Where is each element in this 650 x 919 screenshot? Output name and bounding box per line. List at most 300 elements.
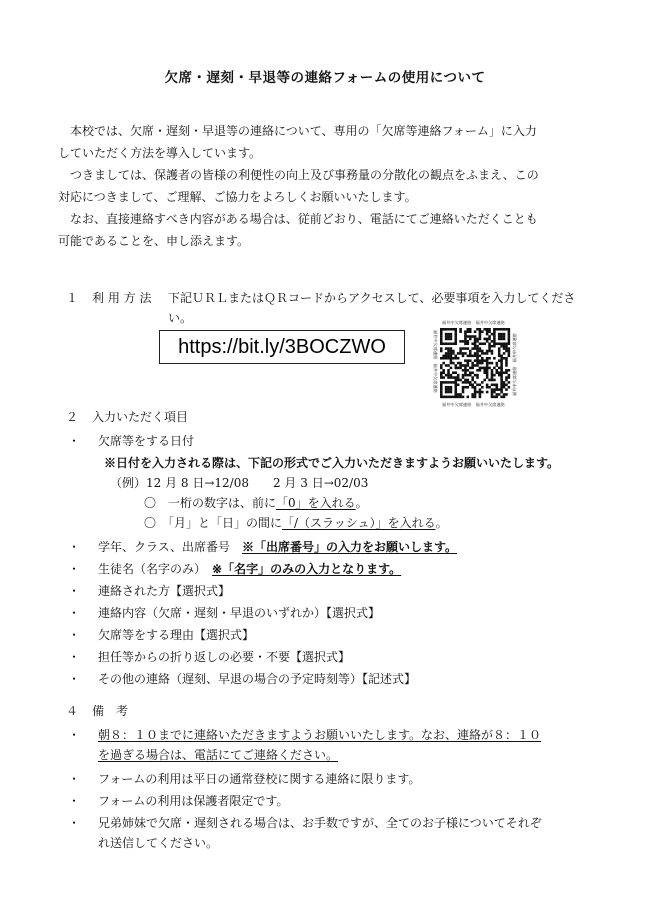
qr-module — [500, 364, 503, 367]
qr-module — [505, 364, 508, 367]
qr-module — [479, 369, 482, 372]
qr-module — [500, 333, 503, 336]
qr-module — [491, 393, 494, 396]
qr-module — [462, 364, 465, 367]
qr-module — [464, 347, 467, 350]
qr-module — [450, 333, 453, 336]
qr-module — [493, 379, 496, 382]
qr-module — [452, 328, 455, 331]
name-field: 生徒名（名字のみ） ※「名字」のみの入力となります。 — [98, 562, 402, 576]
qr-module — [462, 340, 465, 343]
qr-module — [454, 330, 457, 333]
qr-module — [452, 350, 455, 353]
qr-module — [474, 391, 477, 394]
qr-module — [440, 333, 443, 336]
bullet-mark: ・ — [68, 772, 81, 786]
qr-module — [457, 357, 460, 360]
qr-module — [498, 338, 501, 341]
qr-module — [450, 342, 453, 345]
qr-module — [503, 338, 506, 341]
qr-module — [498, 342, 501, 345]
qr-module — [447, 352, 450, 355]
qr-module — [445, 352, 448, 355]
qr-module — [483, 367, 486, 370]
form-url-link[interactable]: https://bit.ly/3BOCZWO — [159, 330, 405, 364]
qr-module — [474, 364, 477, 367]
qr-module — [488, 350, 491, 353]
qr-module — [486, 362, 489, 365]
qr-module — [447, 396, 450, 399]
qr-module — [479, 338, 482, 341]
qr-module — [471, 386, 474, 389]
qr-module — [457, 393, 460, 396]
qr-module — [469, 359, 472, 362]
qr-module — [471, 371, 474, 374]
qr-module — [454, 333, 457, 336]
qr-module — [447, 391, 450, 394]
qr-module — [469, 371, 472, 374]
qr-module — [445, 333, 448, 336]
qr-module — [476, 364, 479, 367]
qr-module — [476, 338, 479, 341]
qr-module — [505, 369, 508, 372]
qr-module — [508, 347, 511, 350]
qr-module — [493, 396, 496, 399]
qr-module — [488, 338, 491, 341]
bullet-mark: ・ — [68, 672, 81, 686]
qr-module — [467, 355, 470, 358]
remark-line: を過ぎる場合は、電話にてご連絡ください。 — [98, 748, 339, 762]
qr-module — [454, 342, 457, 345]
intro-line: 可能であることを、申し添えます。 — [58, 234, 250, 248]
intro-line: 対応につきまして、ご理解、ご協力をよろしくお願いいたします。 — [58, 190, 417, 204]
qr-module — [445, 386, 448, 389]
qr-module — [450, 386, 453, 389]
qr-module — [450, 347, 453, 350]
qr-module — [500, 359, 503, 362]
qr-module — [500, 369, 503, 372]
qr-module — [500, 345, 503, 348]
qr-module — [491, 391, 494, 394]
qr-module — [459, 367, 462, 370]
qr-module — [505, 350, 508, 353]
qr-module — [457, 384, 460, 387]
qr-module — [500, 328, 503, 331]
qr-module — [498, 350, 501, 353]
qr-module — [464, 371, 467, 374]
qr-module — [474, 347, 477, 350]
remark-line: 兄弟姉妹で欠席・遅刻される場合は、お手数ですが、全てのお子様についてそれぞ — [98, 816, 542, 830]
qr-module — [454, 381, 457, 384]
qr-module — [508, 374, 511, 377]
qr-module — [503, 352, 506, 355]
qr-module — [486, 364, 489, 367]
qr-module — [479, 330, 482, 333]
qr-module — [496, 371, 499, 374]
bullet-mark: ・ — [68, 650, 81, 664]
qr-module — [462, 376, 465, 379]
qr-module — [493, 330, 496, 333]
qr-module — [500, 386, 503, 389]
qr-module — [486, 371, 489, 374]
qr-module — [464, 379, 467, 382]
qr-module — [464, 386, 467, 389]
qr-module — [440, 393, 443, 396]
qr-module — [488, 342, 491, 345]
list-item: 連絡内容（欠席・遅刻・早退のいずれか）【選択式】 — [98, 606, 381, 620]
qr-module — [464, 342, 467, 345]
qr-module — [464, 364, 467, 367]
qr-module — [488, 367, 491, 370]
qr-module — [483, 359, 486, 362]
qr-module — [450, 396, 453, 399]
qr-module — [479, 367, 482, 370]
qr-module — [505, 384, 508, 387]
qr-module — [445, 357, 448, 360]
qr-module — [479, 384, 482, 387]
qr-module — [452, 342, 455, 345]
qr-module — [469, 350, 472, 353]
qr-module — [493, 340, 496, 343]
qr-module — [452, 371, 455, 374]
qr-module — [498, 393, 501, 396]
qr-module — [481, 357, 484, 360]
qr-module — [447, 338, 450, 341]
qr-module — [462, 386, 465, 389]
qr-module — [476, 347, 479, 350]
qr-module — [474, 342, 477, 345]
qr-module — [500, 367, 503, 370]
qr-module — [476, 352, 479, 355]
qr-module — [467, 379, 470, 382]
qr-module — [505, 345, 508, 348]
list-item: 担任等からの折り返しの必要・不要【選択式】 — [98, 650, 351, 664]
qr-module — [496, 393, 499, 396]
bullet-mark: ・ — [68, 434, 81, 448]
qr-module — [503, 393, 506, 396]
qr-module — [496, 342, 499, 345]
qr-module — [508, 386, 511, 389]
qr-module — [450, 338, 453, 341]
qr-module — [500, 362, 503, 365]
qr-module — [479, 359, 482, 362]
qr-module — [471, 367, 474, 370]
qr-module — [474, 388, 477, 391]
qr-module — [498, 371, 501, 374]
qr-module — [442, 362, 445, 365]
qr-module — [500, 381, 503, 384]
qr-module — [508, 369, 511, 372]
qr-module — [483, 338, 486, 341]
qr-module — [474, 338, 477, 341]
qr-module — [500, 371, 503, 374]
remark-line: れ送信してください。 — [98, 836, 219, 850]
qr-module — [508, 352, 511, 355]
qr-module — [454, 335, 457, 338]
qr-module — [454, 328, 457, 331]
qr-module — [476, 359, 479, 362]
qr-module — [481, 381, 484, 384]
qr-module — [486, 330, 489, 333]
qr-module — [493, 338, 496, 341]
qr-module — [447, 381, 450, 384]
qr-module — [486, 328, 489, 331]
qr-module — [459, 352, 462, 355]
qr-module — [452, 357, 455, 360]
qr-module — [479, 388, 482, 391]
qr-module — [454, 386, 457, 389]
qr-module — [442, 371, 445, 374]
qr-module — [469, 338, 472, 341]
qr-module — [459, 362, 462, 365]
qr-module — [445, 342, 448, 345]
qr-module — [486, 376, 489, 379]
qr-module — [452, 352, 455, 355]
qr-module — [491, 379, 494, 382]
qr-module — [474, 374, 477, 377]
qr-module — [462, 374, 465, 377]
qr-module — [440, 347, 443, 350]
qr-module — [467, 328, 470, 331]
qr-module — [488, 379, 491, 382]
qr-module — [491, 340, 494, 343]
qr-module — [476, 345, 479, 348]
qr-module — [471, 342, 474, 345]
qr-module — [488, 347, 491, 350]
qr-module — [498, 359, 501, 362]
qr-module — [474, 335, 477, 338]
qr-module — [467, 364, 470, 367]
qr-module — [447, 386, 450, 389]
qr-module — [450, 335, 453, 338]
qr-module — [476, 350, 479, 353]
qr-module — [503, 357, 506, 360]
qr-module — [481, 350, 484, 353]
qr-module — [479, 393, 482, 396]
qr-module — [498, 333, 501, 336]
qr-module — [440, 371, 443, 374]
qr-module — [498, 328, 501, 331]
qr-module — [503, 384, 506, 387]
qr-module — [471, 364, 474, 367]
qr-module — [481, 342, 484, 345]
qr-module — [440, 388, 443, 391]
qr-module — [447, 374, 450, 377]
qr-module — [467, 340, 470, 343]
qr-module — [450, 352, 453, 355]
qr-module — [454, 338, 457, 341]
qr-module — [442, 369, 445, 372]
qr-module — [445, 374, 448, 377]
qr-module — [440, 357, 443, 360]
qr-module — [491, 345, 494, 348]
qr-module — [469, 328, 472, 331]
qr-module — [491, 388, 494, 391]
qr-module — [469, 335, 472, 338]
qr-module — [440, 364, 443, 367]
qr-module — [471, 384, 474, 387]
qr-module — [469, 384, 472, 387]
bullet-mark: ・ — [68, 584, 81, 598]
qr-module — [440, 376, 443, 379]
qr-module — [503, 396, 506, 399]
qr-module — [505, 393, 508, 396]
qr-module — [440, 350, 443, 353]
qr-module — [471, 376, 474, 379]
qr-module — [500, 357, 503, 360]
qr-module — [454, 367, 457, 370]
qr-module — [476, 384, 479, 387]
qr-module — [508, 355, 511, 358]
qr-module — [508, 333, 511, 336]
qr-module — [500, 384, 503, 387]
qr-module — [462, 355, 465, 358]
qr-module — [474, 352, 477, 355]
qr-module — [488, 386, 491, 389]
qr-module — [467, 369, 470, 372]
qr-module — [469, 330, 472, 333]
qr-module — [474, 340, 477, 343]
qr-module — [505, 376, 508, 379]
qr-module — [464, 367, 467, 370]
qr-module — [440, 330, 443, 333]
qr-module — [476, 340, 479, 343]
qr-module — [496, 396, 499, 399]
qr-frame-label: 福井中欠席連絡 福井中欠席連絡 — [442, 320, 505, 325]
qr-module — [454, 391, 457, 394]
qr-module — [479, 391, 482, 394]
qr-module — [447, 350, 450, 353]
qr-module — [467, 381, 470, 384]
qr-module — [467, 386, 470, 389]
qr-module — [498, 347, 501, 350]
bullet-mark: ・ — [68, 816, 81, 830]
qr-module — [469, 381, 472, 384]
qr-module — [440, 384, 443, 387]
qr-frame-label: 福井中欠席連絡 福井中欠席連絡 — [433, 330, 438, 393]
qr-module — [469, 374, 472, 377]
qr-module — [479, 350, 482, 353]
qr-module — [450, 391, 453, 394]
qr-module — [454, 364, 457, 367]
qr-module — [479, 333, 482, 336]
qr-module — [505, 388, 508, 391]
qr-module — [493, 388, 496, 391]
qr-module — [474, 330, 477, 333]
qr-module — [505, 359, 508, 362]
qr-module — [493, 384, 496, 387]
qr-module — [496, 364, 499, 367]
qr-module — [450, 362, 453, 365]
qr-module — [474, 393, 477, 396]
qr-module — [486, 350, 489, 353]
qr-module — [503, 386, 506, 389]
qr-module — [459, 396, 462, 399]
bullet-mark: ・ — [68, 606, 81, 620]
qr-module — [483, 328, 486, 331]
qr-module — [471, 393, 474, 396]
qr-module — [483, 369, 486, 372]
qr-module — [457, 374, 460, 377]
qr-module — [503, 345, 506, 348]
qr-module — [481, 391, 484, 394]
qr-module — [498, 335, 501, 338]
list-item: その他の連絡（遅刻、早退の場合の予定時刻等）【記述式】 — [98, 672, 417, 686]
qr-module — [467, 362, 470, 365]
list-item: 欠席等をする理由【選択式】 — [98, 628, 255, 642]
qr-module — [491, 374, 494, 377]
qr-module — [503, 342, 506, 345]
qr-module — [496, 386, 499, 389]
qr-module — [483, 371, 486, 374]
qr-module — [503, 328, 506, 331]
qr-module — [462, 369, 465, 372]
qr-module — [464, 340, 467, 343]
qr-module — [457, 379, 460, 382]
qr-module — [445, 328, 448, 331]
intro-line: していただく方法を導入しています。 — [58, 146, 262, 160]
qr-module — [442, 381, 445, 384]
qr-module — [476, 357, 479, 360]
qr-module — [488, 345, 491, 348]
section-number: ２ — [66, 410, 79, 424]
qr-module — [476, 369, 479, 372]
qr-module — [447, 335, 450, 338]
qr-module — [469, 367, 472, 370]
qr-module — [486, 340, 489, 343]
date-example: （例）12 月 8 日→12/08 2 月 3 日→02/03 — [110, 476, 369, 490]
qr-module — [450, 359, 453, 362]
qr-module — [457, 362, 460, 365]
qr-module — [442, 342, 445, 345]
section-input-items — [66, 408, 188, 425]
qr-module — [476, 328, 479, 331]
qr-module — [483, 352, 486, 355]
qr-module — [486, 369, 489, 372]
qr-module — [493, 357, 496, 360]
qr-module — [440, 342, 443, 345]
qr-module — [508, 381, 511, 384]
qr-code[interactable] — [430, 318, 520, 408]
qr-module — [488, 362, 491, 365]
qr-module — [486, 374, 489, 377]
remark-line: 朝８：１０までに連絡いただきますようお願いいたします。なお、連絡が８：１０ — [98, 728, 542, 742]
qr-module — [452, 396, 455, 399]
qr-module — [471, 362, 474, 365]
section-remarks — [66, 702, 128, 719]
qr-module — [493, 342, 496, 345]
date-format-note: ※日付を入力される際は、下記の形式でご入力いただきますようお願いいたします。 — [104, 456, 560, 470]
qr-module — [459, 393, 462, 396]
qr-module — [442, 355, 445, 358]
qr-module — [454, 393, 457, 396]
qr-module — [508, 328, 511, 331]
qr-module — [440, 374, 443, 377]
qr-module — [469, 355, 472, 358]
qr-module — [488, 328, 491, 331]
qr-module — [464, 330, 467, 333]
qr-module — [479, 396, 482, 399]
qr-frame-label: 福井中欠席連絡 福井中欠席連絡 — [442, 402, 505, 407]
qr-module — [488, 330, 491, 333]
qr-module — [457, 376, 460, 379]
qr-module — [440, 367, 443, 370]
qr-module — [450, 388, 453, 391]
qr-module — [474, 381, 477, 384]
qr-module — [469, 352, 472, 355]
qr-module — [491, 362, 494, 365]
qr-module — [454, 340, 457, 343]
